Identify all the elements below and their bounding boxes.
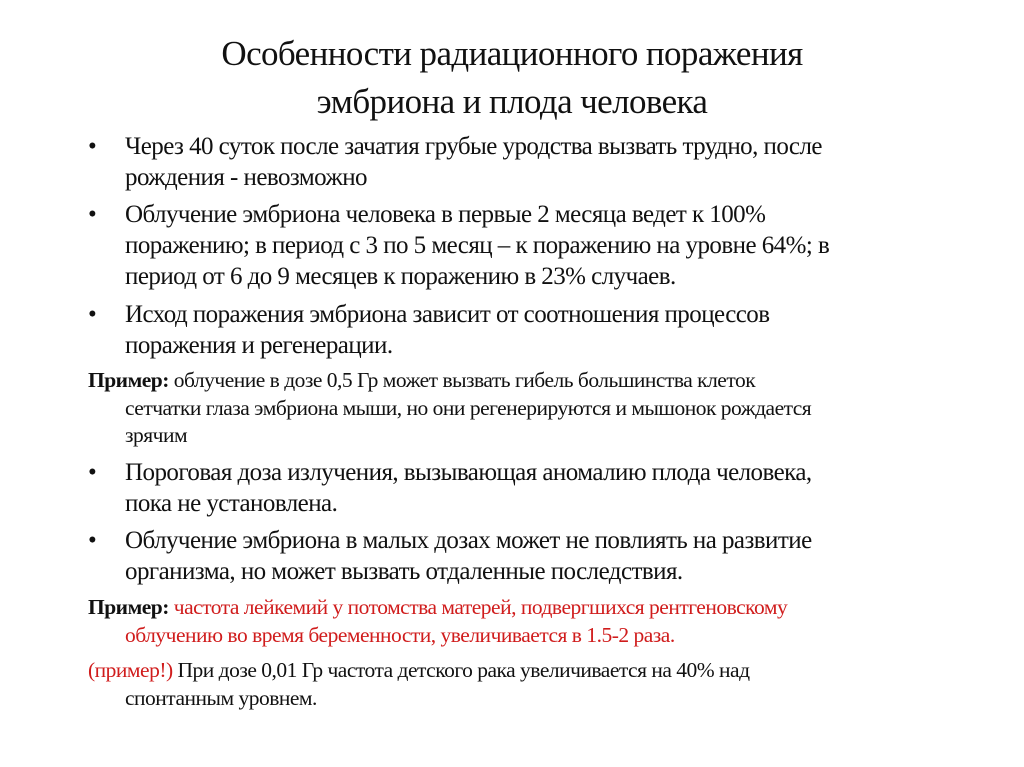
example-3: (пример!) При дозе 0,01 Гр частота детского рака увеличивается на 40% над спонтанным уровнем.	[88, 658, 750, 710]
bullet-icon: •	[88, 301, 97, 328]
bullet-item: • Через 40 суток после зачатия грубые уродства вызвать трудно, после рождения - невозможно	[88, 133, 822, 191]
bullet-icon: •	[88, 201, 97, 228]
bullet-item: • Облучение эмбриона в малых дозах может не повлиять на развитие организма, но может вызвать отдаленные последствия.	[88, 527, 812, 585]
bullet-item: • Исход поражения эмбриона зависит от соотношения процессов поражения и регенерации.	[88, 301, 770, 359]
bullet-item: • Облучение эмбриона человека в первые 2 месяца ведет к 100% поражению; в период с 3 по 5 месяц – к поражению на уровне 64%; в период от 6 до 9 месяцев к поражению в 23% случаев.	[88, 201, 830, 290]
bullet-icon: •	[88, 527, 97, 554]
slide-title: Особенности радиационного поражения эмбриона и плода человека	[221, 34, 803, 121]
example-1: Пример: облучение в дозе 0,5 Гр может вызвать гибель большинства клеток сетчатки глаза эмбриона мыши, но они регенерируются и мышонок рождается зрячим	[88, 368, 812, 447]
bullet-icon: •	[88, 133, 97, 160]
bullet-item: • Пороговая доза излучения, вызывающая аномалию плода человека, пока не установлена.	[88, 459, 812, 517]
bullet-icon: •	[88, 459, 97, 486]
example-2: Пример: частота лейкемий у потомства матерей, подвергшихся рентгеновскому облучению во время беременности, увеличивается в 1.5-2 раза.	[88, 595, 788, 647]
